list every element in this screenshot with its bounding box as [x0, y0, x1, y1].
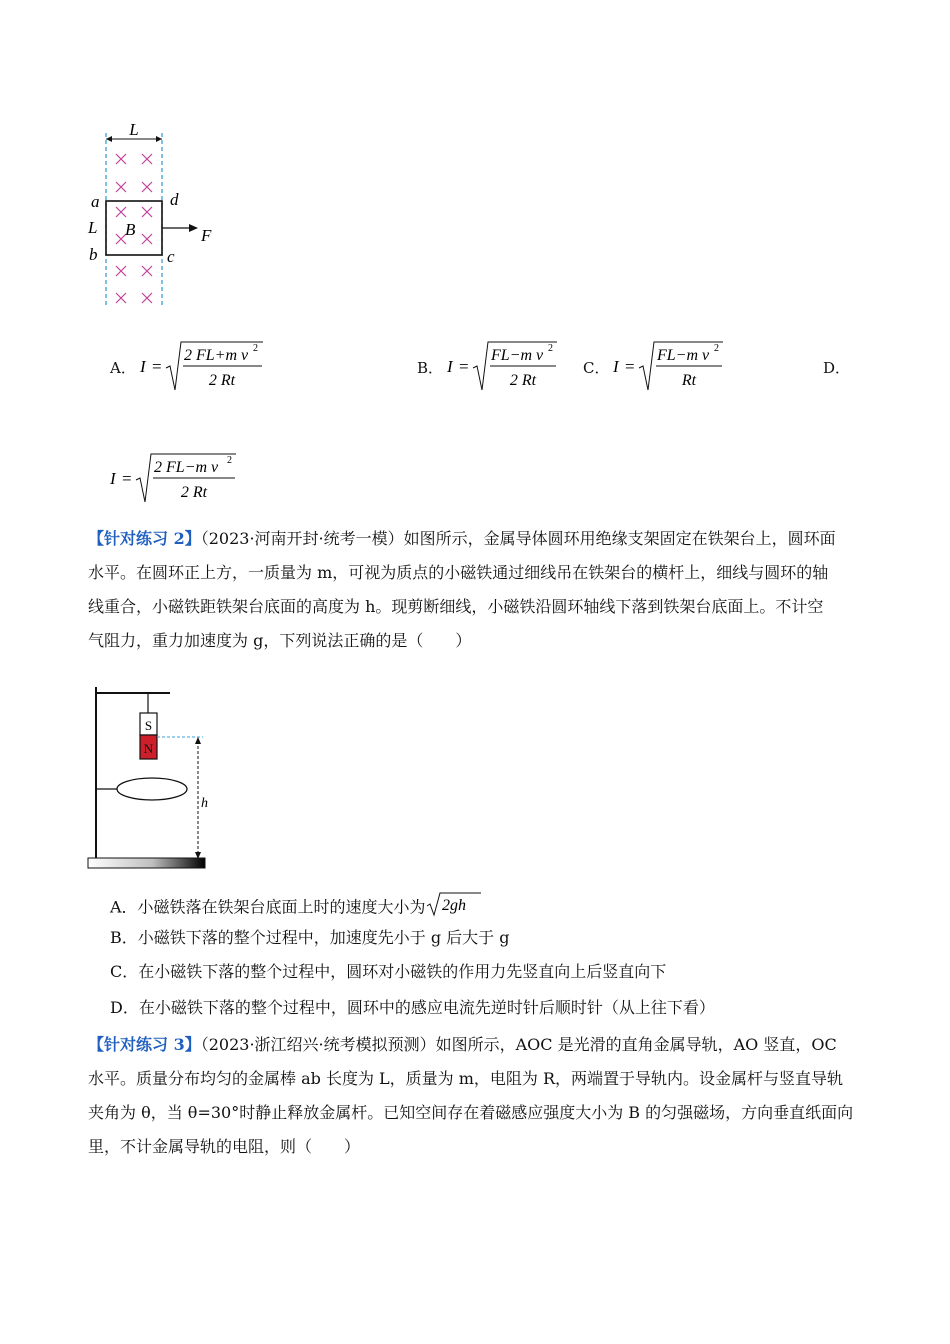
label-b: b — [89, 245, 98, 264]
option-d-formula — [108, 450, 243, 506]
svg-text:2 Rt: 2 Rt — [180, 484, 208, 501]
label-L-top: L — [129, 120, 139, 139]
option-c-formula — [611, 338, 731, 394]
option-b-formula — [445, 338, 565, 394]
question-2-option-d[interactable]: D．在小磁铁下落的整个过程中，圆环中的感应电流先逆时针后顺时针（从上往下看） — [110, 998, 715, 1017]
question-3-line-3: 夹角为 θ，当 θ=30°时静止释放金属杆。已知空间存在着磁感应强度大小为 B 的匀强磁场，方向垂直纸面向 — [88, 1103, 854, 1122]
height-h-label: h — [201, 796, 208, 811]
svg-text:=: = — [152, 357, 162, 376]
figure-loop-in-field — [80, 115, 230, 315]
magnet-n-label: N — [143, 741, 154, 756]
question-2-line-3: 线重合，小磁铁距铁架台底面的高度为 h。现剪断细线，小磁铁沿圆环轴线下落到铁架台底面上。不计空 — [88, 597, 824, 616]
svg-text:FL−m v: FL−m v — [491, 347, 544, 364]
option-c-label: C． — [583, 359, 610, 377]
option-b-label: B． — [417, 359, 444, 377]
svg-text:2 Rt: 2 Rt — [208, 372, 236, 389]
svg-text:2 FL−m v: 2 FL−m v — [154, 459, 219, 476]
question-3-line-2: 水平。质量分布均匀的金属棒 ab 长度为 L，质量为 m，电阻为 R，两端置于导轨内。设金属杆与竖直导轨 — [88, 1069, 844, 1088]
question-2-line-2: 水平。在圆环正上方，一质量为 m，可视为质点的小磁铁通过细线吊在铁架台的横杆上，细线与圆环的轴 — [88, 563, 829, 582]
question-3-tag: 【针对练习 3】 — [88, 1035, 201, 1054]
question-2-option-a[interactable]: A．小磁铁落在铁架台底面上时的速度大小为 2gh — [110, 891, 482, 925]
question-2-option-b[interactable]: B．小磁铁下落的整个过程中，加速度先小于 g 后大于 g — [110, 928, 510, 947]
magnet-s-label: S — [144, 718, 153, 733]
question-2-tag: 【针对练习 2】 — [88, 529, 201, 548]
option-a-formula — [138, 338, 268, 394]
svg-text:Rt: Rt — [681, 372, 697, 389]
figure-magnet-stand — [85, 683, 215, 873]
question-3-stem — [88, 1028, 868, 1164]
svg-text:2: 2 — [227, 455, 232, 466]
svg-text:2: 2 — [253, 343, 258, 354]
option-d-label: D． — [823, 359, 851, 377]
label-B: B — [125, 220, 136, 239]
svg-text:2gh: 2gh — [441, 897, 466, 914]
svg-text:FL−m v: FL−m v — [657, 347, 710, 364]
question-3-line-1: （2023·浙江绍兴·统考模拟预测）如图所示，AOC 是光滑的直角金属导轨，AO 竖直，OC — [200, 1035, 837, 1054]
svg-text:2: 2 — [548, 343, 553, 354]
svg-text:2 FL+m v: 2 FL+m v — [184, 347, 249, 364]
svg-text:2 Rt: 2 Rt — [509, 372, 537, 389]
option-a-label: A． — [110, 359, 136, 377]
label-c: c — [167, 247, 175, 266]
label-L-side: L — [88, 218, 98, 237]
svg-text:2: 2 — [714, 343, 719, 354]
svg-text:I: I — [613, 357, 619, 376]
label-F: F — [201, 226, 212, 245]
question-2-stem — [88, 522, 868, 658]
svg-text:I: I — [140, 357, 146, 376]
svg-text:=: = — [459, 357, 469, 376]
svg-text:=: = — [625, 357, 635, 376]
label-a: a — [91, 192, 100, 211]
sqrt-2gh — [426, 891, 482, 925]
question-2-line-4: 气阻力，重力加速度为 g，下列说法正确的是（ ） — [88, 631, 472, 650]
svg-text:I: I — [447, 357, 453, 376]
svg-text:=: = — [122, 469, 132, 488]
question-2-option-c[interactable]: C．在小磁铁下落的整个过程中，圆环对小磁铁的作用力先竖直向上后竖直向下 — [110, 962, 667, 981]
question-3-line-4: 里，不计金属导轨的电阻，则（ ） — [88, 1137, 361, 1156]
label-d: d — [170, 190, 179, 209]
question-2-line-1: （2023·河南开封·统考一模）如图所示，金属导体圆环用绝缘支架固定在铁架台上，圆环面 — [200, 529, 836, 548]
svg-text:I: I — [110, 469, 116, 488]
